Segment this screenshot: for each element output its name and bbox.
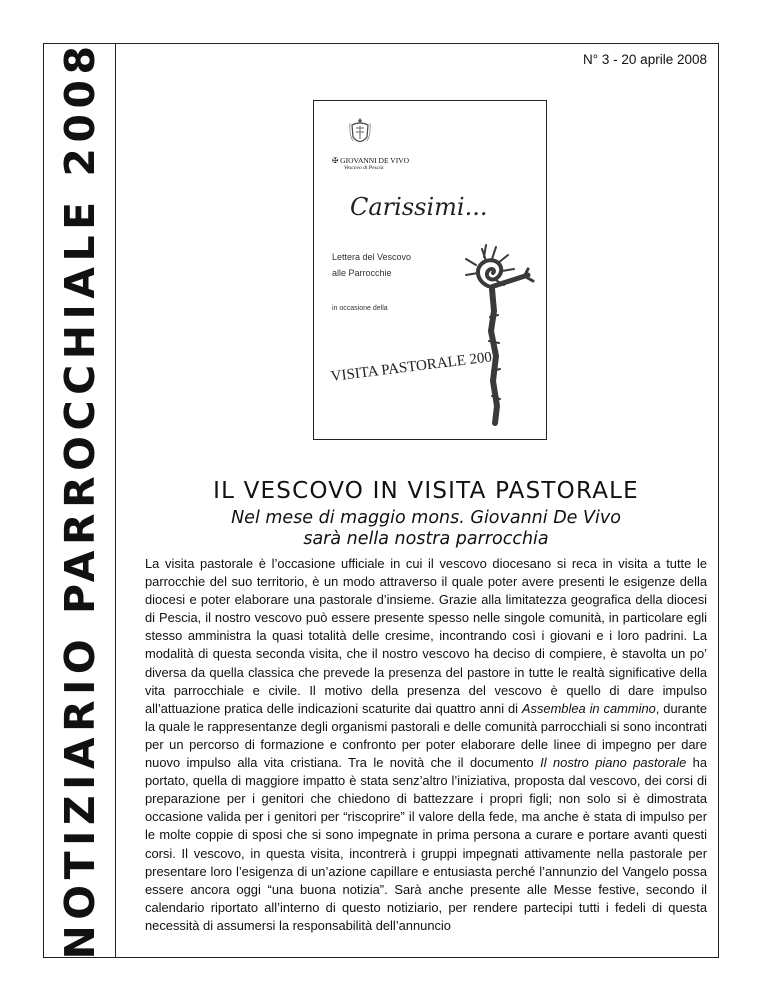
- cover-occasion: in occasione della: [332, 305, 388, 312]
- article-subhead: [145, 508, 707, 550]
- masthead-title: NOTIZIARIO PARROCCHIALE 2008: [56, 40, 104, 960]
- article-subhead-line1: Nel mese di maggio mons. Giovanni De Vivo: [231, 508, 621, 528]
- article-text-part2: , durante la quale le rappresentanze degli organismi pastorali e delle comunità parrocchiali si sono incontrati per un percorso di formazione e confronto per poter elaborare delle linee di impegno per dare nuovo impulso alla vita cristiana. Tra le novità che il documento: [145, 700, 707, 771]
- bishop-name: ✠ GIOVANNI DE VIVO: [332, 156, 410, 165]
- cover-subtitle-line1: Lettera del Vescovo: [332, 252, 412, 262]
- article-text-part3: ha portato, quella di maggiore impatto è stata senz’altro l’iniziativa, proposta dal vescovo, dei corsi di preparazione per i genitori che chiedono di battezzare i propri figli; non solo si è dimostrata occasione valida per i genitori per “riscoprire” il valore della fede, ma anche è stata di impulso per le molte coppie di sposi che si sono impegnate in prima persona a curare e portare avanti questi corsi. Il vescovo, in questa visita, incontrerà i gruppi impegnati attivamente nella pastorale per presentare loro l’esigenza di un’azione capillare e entusiasta perché l’annunzio del Vangelo possa essere ancora oggi “una buona notizia”. Sarà anche presente alle Messe festive, secondo il calendario riportato all’interno di questo notiziario, per rendere partecipi tutti i fedeli di questa necessità di assumersi la responsabilità dell’annuncio: [145, 755, 708, 933]
- article-text-part1: La visita pastorale è l’occasione ufficiale in cui il vescovo diocesano si reca in visita a tutte le parrocchie del suo territorio, è un modo attraverso il quale poter avere presenti le esigenze della diocesi e poter elaborare una pastorale d’insieme. Grazie alla limitatezza geografica della diocesi di Pescia, il nostro vescovo può essere presente spesso nelle singole comunità, in particolare egli stesso amministra la quasi totalità delle cresime, incontrando così i giovani e i loro padrini. La modalità di questa seconda visita, che il nostro vescovo ha deciso di compiere, è stavolta un po’ diversa da quella classica che prevede la presenza del pastore in tutte le realtà significative della vita parrocchiale e civile. Il motivo della presenza del vescovo è quello di dare impulso all’attuazione pratica delle indicazioni scaturite dai quattro anni di: [145, 556, 707, 716]
- crest-icon: [348, 117, 372, 147]
- cover-image: [313, 100, 547, 440]
- cover-subtitle: [332, 249, 411, 281]
- article-italic-title-1: Assemblea in cammino: [521, 700, 656, 716]
- cover-event: VISITA PASTORALE 2007: [329, 348, 501, 386]
- cover-subtitle-line2: alle Parrocchie: [332, 268, 392, 278]
- cover-heading: Carissimi...: [350, 193, 488, 221]
- article-subhead-line2: sarà nella nostra parrocchia: [303, 529, 549, 549]
- article-paragraph: [145, 555, 707, 935]
- bishop-title: Vescovo di Pescia: [344, 165, 384, 171]
- pastoral-staff-icon: [436, 231, 536, 426]
- article-headline: IL VESCOVO IN VISITA PASTORALE: [213, 478, 639, 504]
- article-body: [145, 555, 707, 935]
- article-italic-title-2: Il nostro piano pastorale: [540, 755, 687, 771]
- issue-number-date: N° 3 - 20 aprile 2008: [583, 52, 707, 67]
